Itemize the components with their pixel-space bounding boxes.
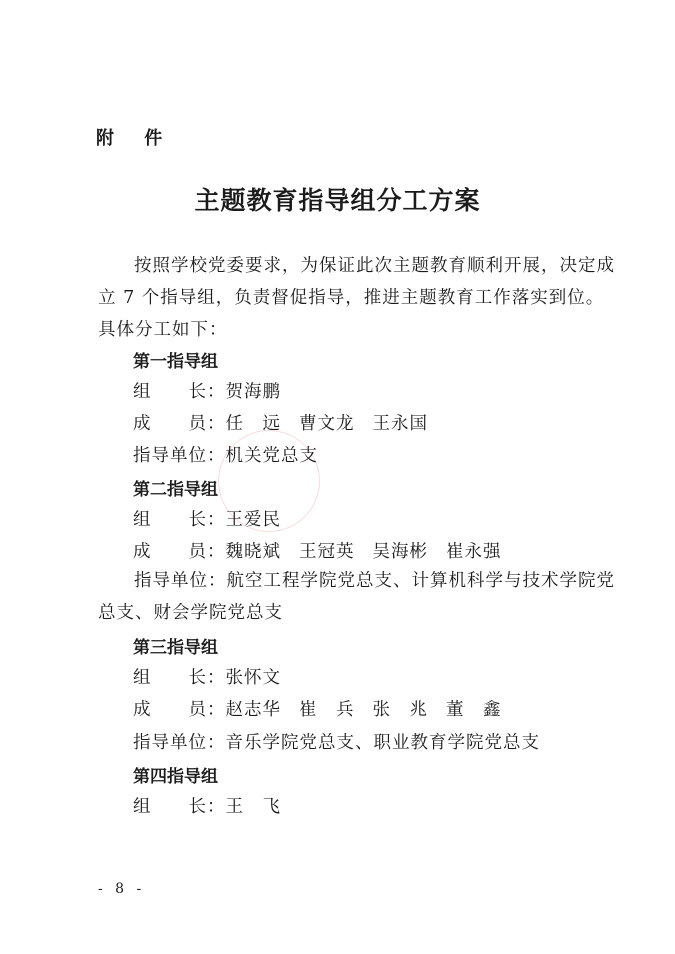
member-name: 王冠英 <box>299 542 355 562</box>
member-name: 崔 兵 <box>299 700 355 720</box>
unit-label: 指导单位： <box>134 571 227 591</box>
leader-label: 组 长： <box>133 668 226 688</box>
group-2-unit-row <box>98 565 618 629</box>
member-name: 任 远 <box>225 414 281 434</box>
member-name: 张 兆 <box>372 700 428 720</box>
group-4-leader-row <box>133 793 281 818</box>
leader-name: 王 飞 <box>225 797 281 817</box>
leader-name: 贺海鹏 <box>225 382 281 402</box>
leader-name: 王爱民 <box>225 510 281 530</box>
intro-paragraph: 按照学校党委要求，为保证此次主题教育顺利开展，决定成立 7 个指导组，负责督促指导，推进主题教育工作落实到位。具体分工如下： <box>98 256 615 340</box>
member-name: 吴海彬 <box>372 542 428 562</box>
unit-text: 音乐学院党总支、职业教育学院党总支 <box>225 733 540 753</box>
group-1-heading: 第一指导组 <box>133 352 218 372</box>
group-1-leader-row <box>133 378 281 403</box>
document-title: 主题教育指导组分工方案 <box>194 186 481 215</box>
group-2-members-row <box>133 538 520 563</box>
group-1-unit-row <box>133 442 318 467</box>
group-3-heading: 第三指导组 <box>133 638 218 658</box>
page-number: - 8 - <box>98 881 146 897</box>
group-1-members-row <box>133 410 446 435</box>
unit-label: 指导单位： <box>133 446 226 466</box>
group-3-unit-row <box>133 729 540 754</box>
group-2-leader-row <box>133 506 281 531</box>
member-name: 赵志华 <box>225 700 281 720</box>
leader-label: 组 长： <box>133 382 226 402</box>
leader-name: 张怀文 <box>225 668 281 688</box>
member-name: 曹文龙 <box>299 414 355 434</box>
group-2-heading: 第二指导组 <box>133 480 218 500</box>
unit-text: 航空工程学院党总支、计算机科学与技术学院党总支、财会学院党总支 <box>98 571 615 623</box>
group-3-leader-row <box>133 664 281 689</box>
member-name: 崔永强 <box>446 542 502 562</box>
unit-text: 机关党总支 <box>225 446 318 466</box>
member-name: 董 鑫 <box>446 700 502 720</box>
member-name: 魏晓斌 <box>225 542 281 562</box>
unit-label: 指导单位： <box>133 733 226 753</box>
leader-label: 组 长： <box>133 510 226 530</box>
members-label: 成 员： <box>133 542 226 562</box>
members-label: 成 员： <box>133 700 226 720</box>
group-3-members-row <box>133 696 520 721</box>
member-name: 王永国 <box>372 414 428 434</box>
leader-label: 组 长： <box>133 797 226 817</box>
attachment-label: 附 件 <box>96 128 175 149</box>
members-label: 成 员： <box>133 414 226 434</box>
group-4-heading: 第四指导组 <box>133 767 218 787</box>
